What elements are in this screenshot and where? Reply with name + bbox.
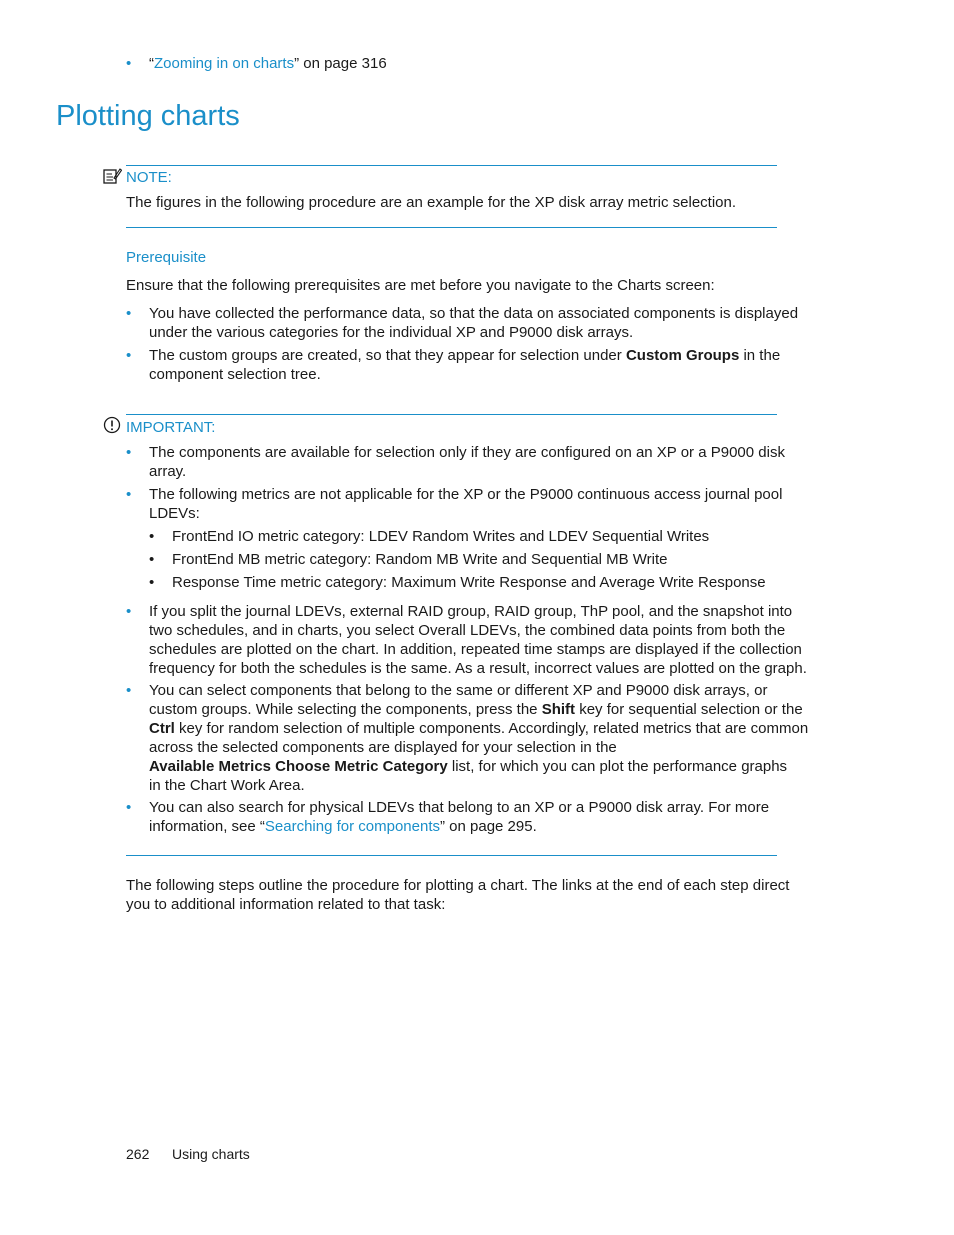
text: key for random selection of multiple components. Accordingly, related metrics that are common bbox=[174, 720, 809, 737]
text-line: two schedules, and in charts, you select Overall LDEVs, the combined data points from both the bbox=[149, 622, 786, 639]
note-icon bbox=[102, 166, 122, 186]
prereq-item-2 bbox=[126, 346, 780, 384]
important-item-1 bbox=[126, 443, 785, 481]
important-item-5 bbox=[126, 798, 769, 836]
text-line: You can also search for physical LDEVs that belong to an XP or a P9000 disk array. For more bbox=[149, 799, 770, 816]
text: custom groups. While selecting the components, press the bbox=[149, 701, 542, 718]
important-bottom-rule bbox=[126, 855, 777, 856]
footer-section: Using charts bbox=[172, 1146, 250, 1162]
text: ” on page 295. bbox=[440, 818, 537, 835]
page-number: 262 bbox=[126, 1146, 150, 1162]
exclamation-circle-icon bbox=[103, 416, 121, 434]
text-line: The following steps outline the procedure for plotting a chart. The links at the end of each step direct bbox=[126, 877, 790, 894]
bullet: • bbox=[149, 528, 155, 545]
text-line bbox=[149, 817, 769, 836]
text-line: LDEVs: bbox=[149, 505, 200, 522]
bullet: • bbox=[126, 305, 132, 322]
bullet: • bbox=[126, 55, 132, 72]
text: FrontEnd MB metric category: Random MB Write and Sequential MB Write bbox=[172, 551, 668, 568]
ctrl-key-term: Ctrl bbox=[149, 720, 175, 737]
bullet: • bbox=[126, 486, 132, 503]
bullet: • bbox=[149, 551, 155, 568]
text-line: You have collected the performance data, so that the data on associated components is displayed bbox=[149, 305, 799, 322]
bullet: • bbox=[126, 347, 132, 364]
page-ref: ” on page 316 bbox=[294, 55, 387, 72]
text: list, for which you can plot the performance graphs bbox=[447, 758, 788, 775]
important-label: IMPORTANT: bbox=[126, 419, 216, 436]
text-line: under the various categories for the individual XP and P9000 disk arrays. bbox=[149, 324, 634, 341]
text: Response Time metric category: Maximum Write Response and Average Write Response bbox=[172, 574, 766, 591]
text: information, see “ bbox=[149, 818, 265, 835]
text-line: you to additional information related to that task: bbox=[126, 896, 446, 913]
important-item-3 bbox=[126, 602, 807, 678]
steps-intro bbox=[126, 876, 789, 914]
prerequisite-intro: Ensure that the following prerequisites are met before you navigate to the Charts screen: bbox=[126, 277, 715, 294]
text-line bbox=[149, 719, 808, 738]
text: FrontEnd IO metric category: LDEV Random Writes and LDEV Sequential Writes bbox=[172, 528, 710, 545]
text-line: across the selected components are displayed for your selection in the bbox=[149, 739, 617, 756]
text-line: You can select components that belong to the same or different XP and P9000 disk arrays, or bbox=[149, 682, 768, 699]
prerequisite-heading: Prerequisite bbox=[126, 249, 207, 266]
bullet: • bbox=[126, 682, 132, 699]
important-top-rule bbox=[126, 414, 777, 415]
searching-components-link[interactable]: Searching for components bbox=[264, 818, 440, 835]
note-top-rule bbox=[126, 165, 777, 166]
bullet: • bbox=[126, 799, 132, 816]
page-title: Plotting charts bbox=[56, 100, 240, 132]
prereq-item-1 bbox=[126, 304, 798, 342]
text-line: schedules are plotted on the chart. In addition, repeated time stamps are displayed if the collection bbox=[149, 641, 802, 658]
text: The custom groups are created, so that they appear for selection under bbox=[149, 347, 626, 364]
sub-item-3 bbox=[149, 573, 766, 592]
zooming-link[interactable]: Zooming in on charts bbox=[154, 55, 295, 72]
sub-item-2 bbox=[149, 550, 667, 569]
text-line bbox=[149, 346, 780, 365]
text: in the bbox=[739, 347, 781, 364]
text-line: The following metrics are not applicable for the XP or the P9000 continuous access journal pool bbox=[149, 486, 783, 503]
top-reference bbox=[126, 54, 387, 73]
bullet: • bbox=[149, 574, 155, 591]
text-line: frequency for both the schedules is the same. As a result, incorrect values are plotted on the graph. bbox=[149, 660, 807, 677]
quote-open: “ bbox=[149, 55, 154, 72]
bullet: • bbox=[126, 444, 132, 461]
text-line: The components are available for selection only if they are configured on an XP or a P9000 disk bbox=[149, 444, 785, 461]
note-label: NOTE: bbox=[126, 169, 172, 186]
note-bottom-rule bbox=[126, 227, 777, 228]
text-line bbox=[149, 757, 808, 776]
text-line: If you split the journal LDEVs, external RAID group, RAID group, ThP pool, and the snapshot into bbox=[149, 603, 793, 620]
text: key for sequential selection or the bbox=[575, 701, 803, 718]
shift-key-term: Shift bbox=[541, 701, 576, 718]
text-line bbox=[149, 700, 808, 719]
available-metrics-term: Available Metrics Choose Metric Category bbox=[149, 758, 448, 775]
text-line: array. bbox=[149, 463, 187, 480]
important-item-4 bbox=[126, 681, 808, 795]
important-item-2 bbox=[126, 485, 782, 523]
sub-item-1 bbox=[149, 527, 709, 546]
text-line: in the Chart Work Area. bbox=[149, 777, 305, 794]
bullet: • bbox=[126, 603, 132, 620]
custom-groups-term: Custom Groups bbox=[625, 347, 740, 364]
text-line: component selection tree. bbox=[149, 366, 321, 383]
note-text: The figures in the following procedure are an example for the XP disk array metric selection. bbox=[126, 194, 737, 211]
